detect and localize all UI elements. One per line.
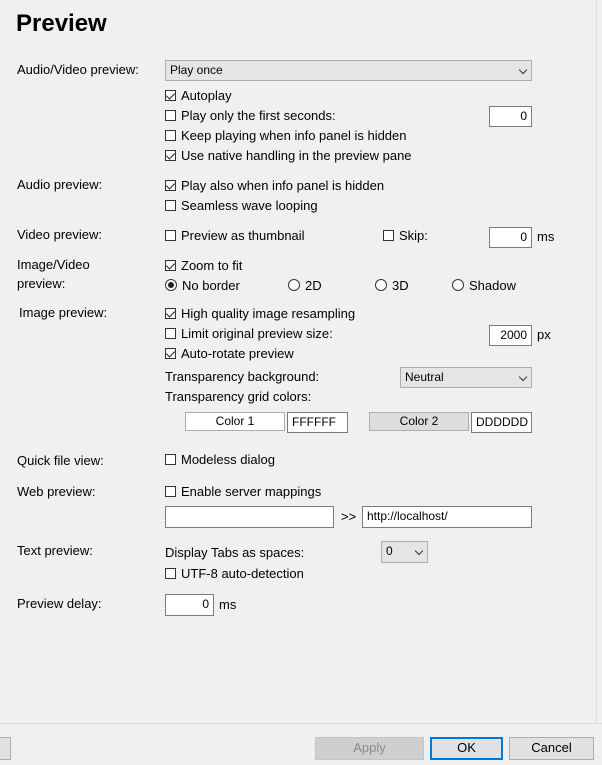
utf8-detection-checkbox[interactable] <box>165 565 304 581</box>
checkbox-checked-icon <box>165 348 176 359</box>
av-preview-label: Audio/Video preview: <box>17 62 139 77</box>
keep-playing-checkbox[interactable] <box>165 127 407 143</box>
color2-button[interactable]: Color 2 <box>369 412 469 431</box>
checkbox-checked-icon <box>165 180 176 191</box>
play-first-seconds-input[interactable]: 0 <box>489 106 532 127</box>
checkbox-checked-icon <box>165 90 176 101</box>
modeless-dialog-label: Modeless dialog <box>181 451 275 467</box>
radio-shadow[interactable] <box>452 277 516 293</box>
checkbox-icon <box>165 454 176 465</box>
play-first-label: Play only the first seconds: <box>181 107 336 123</box>
checkbox-icon <box>165 568 176 579</box>
audio-preview-label: Audio preview: <box>17 177 103 192</box>
color1-input[interactable]: FFFFFF <box>287 412 348 433</box>
cancel-button[interactable]: Cancel <box>509 737 594 760</box>
hq-resampling-checkbox[interactable] <box>165 305 355 321</box>
checkbox-icon <box>165 486 176 497</box>
page-title: Preview <box>16 10 107 37</box>
zoom-to-fit-checkbox[interactable] <box>165 257 242 273</box>
native-handling-checkbox[interactable] <box>165 147 412 163</box>
tabs-as-spaces-label: Display Tabs as spaces: <box>165 545 305 560</box>
apply-button[interactable]: Apply <box>315 737 424 760</box>
modeless-dialog-checkbox[interactable] <box>165 451 275 467</box>
checkbox-icon <box>383 230 394 241</box>
panel-edge <box>596 0 597 724</box>
imagevideo-label-2: preview: <box>17 276 66 291</box>
limit-size-checkbox[interactable] <box>165 325 333 341</box>
video-preview-label: Video preview: <box>17 227 103 242</box>
skip-checkbox[interactable] <box>383 227 428 243</box>
server-url-input[interactable]: http://localhost/ <box>362 506 532 528</box>
image-preview-label: Image preview: <box>19 305 108 320</box>
quick-file-view-label: Quick file view: <box>17 453 104 468</box>
server-path-input[interactable] <box>165 506 334 528</box>
checkbox-icon <box>165 328 176 339</box>
preview-delay-unit: ms <box>219 597 237 612</box>
text-preview-label: Text preview: <box>17 543 93 558</box>
utf8-detection-label: UTF-8 auto-detection <box>181 565 304 581</box>
play-first-checkbox[interactable] <box>165 107 336 123</box>
native-handling-label: Use native handling in the preview pane <box>181 147 412 163</box>
radio-icon <box>288 279 300 291</box>
radio-2d[interactable] <box>288 277 322 293</box>
checkbox-icon <box>165 230 176 241</box>
skip-label: Skip: <box>399 227 428 243</box>
skip-ms-input[interactable]: 0 <box>489 227 532 248</box>
checkbox-checked-icon <box>165 150 176 161</box>
checkbox-icon <box>165 130 176 141</box>
play-also-label: Play also when info panel is hidden <box>181 177 385 193</box>
server-mappings-checkbox[interactable] <box>165 483 321 499</box>
checkbox-checked-icon <box>165 260 176 271</box>
seamless-looping-label: Seamless wave looping <box>181 197 318 213</box>
chevron-down-icon <box>519 373 527 381</box>
mapping-arrow: >> <box>341 509 357 524</box>
av-mode-select[interactable] <box>165 60 532 81</box>
checkbox-icon <box>165 110 176 121</box>
imagevideo-label-1: Image/Video <box>17 257 90 272</box>
transparency-bg-value: Neutral <box>405 370 444 384</box>
thumbnail-label: Preview as thumbnail <box>181 227 305 243</box>
radio-no-border[interactable] <box>165 277 240 293</box>
footer-divider <box>0 723 602 724</box>
autoplay-label: Autoplay <box>181 87 232 103</box>
play-also-checkbox[interactable] <box>165 177 384 193</box>
skip-unit: ms <box>537 229 555 244</box>
partial-left-button[interactable] <box>0 737 11 760</box>
chevron-down-icon <box>519 66 527 74</box>
auto-rotate-checkbox[interactable] <box>165 345 294 361</box>
color1-button[interactable]: Color 1 <box>185 412 285 431</box>
grid-colors-label: Transparency grid colors: <box>165 389 312 404</box>
transparency-bg-select[interactable] <box>400 367 532 388</box>
seamless-looping-checkbox[interactable] <box>165 197 318 213</box>
limit-size-input[interactable]: 2000 <box>489 325 532 346</box>
transparency-bg-label: Transparency background: <box>165 369 320 384</box>
hq-resampling-label: High quality image resampling <box>181 305 356 321</box>
tabs-as-spaces-value: 0 <box>386 544 393 558</box>
color2-input[interactable]: DDDDDD <box>471 412 532 433</box>
zoom-to-fit-label: Zoom to fit <box>181 257 243 273</box>
radio-selected-icon <box>165 279 177 291</box>
checkbox-icon <box>165 200 176 211</box>
server-mappings-label: Enable server mappings <box>181 483 322 499</box>
chevron-down-icon <box>415 547 423 555</box>
checkbox-checked-icon <box>165 308 176 319</box>
limit-size-label: Limit original preview size: <box>181 325 333 341</box>
av-mode-value: Play once <box>170 63 223 77</box>
auto-rotate-label: Auto-rotate preview <box>181 345 294 361</box>
web-preview-label: Web preview: <box>17 484 96 499</box>
thumbnail-checkbox[interactable] <box>165 227 305 243</box>
limit-size-unit: px <box>537 327 551 342</box>
tabs-as-spaces-select[interactable] <box>381 541 428 563</box>
radio-2d-label: 2D <box>305 277 322 293</box>
no-border-label: No border <box>182 277 240 293</box>
radio-3d[interactable] <box>375 277 409 293</box>
radio-3d-label: 3D <box>392 277 409 293</box>
radio-icon <box>452 279 464 291</box>
radio-icon <box>375 279 387 291</box>
keep-playing-label: Keep playing when info panel is hidden <box>181 127 407 143</box>
ok-button[interactable]: OK <box>430 737 503 760</box>
autoplay-checkbox[interactable] <box>165 87 232 103</box>
radio-shadow-label: Shadow <box>469 277 516 293</box>
preview-delay-label: Preview delay: <box>17 596 102 611</box>
preview-delay-input[interactable]: 0 <box>165 594 214 616</box>
